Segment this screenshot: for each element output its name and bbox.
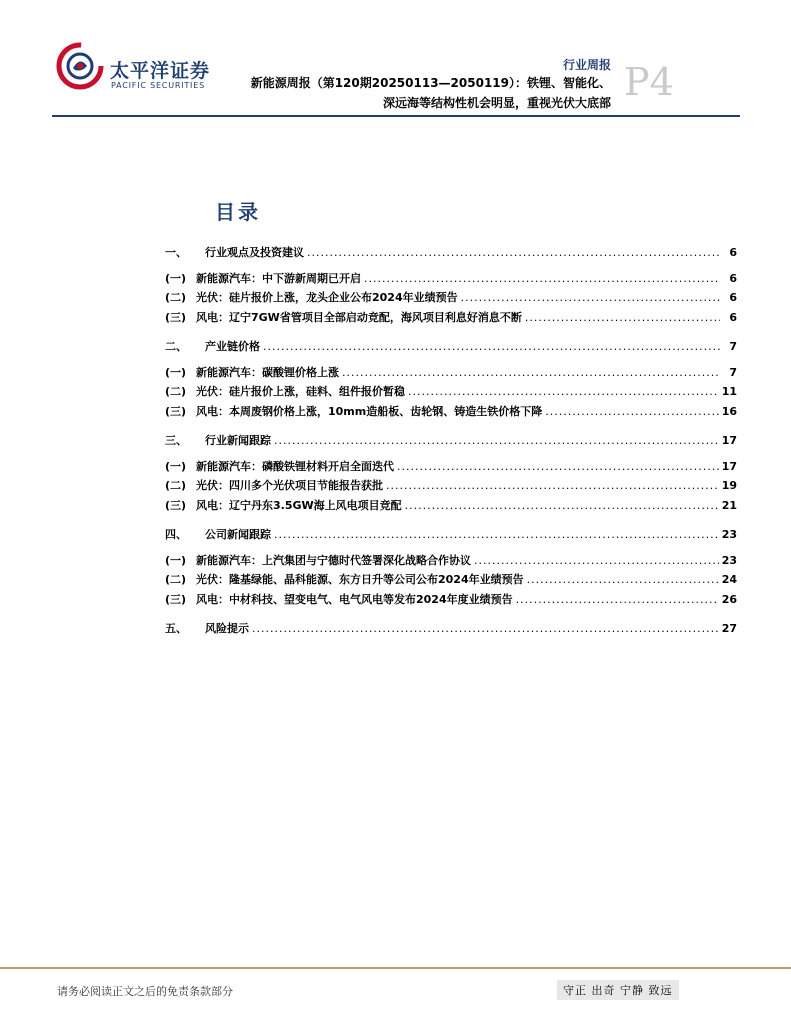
toc-leader-dots <box>405 499 719 512</box>
toc-subsection-label: 光伏：硅片报价上涨，硅料、组件报价暂稳 <box>196 385 405 398</box>
toc-section-label: 产业链价格 <box>205 340 260 353</box>
toc-page-number: 19 <box>721 479 737 492</box>
toc-subsection-entry[interactable] <box>165 364 737 384</box>
toc-leader-dots <box>397 460 719 473</box>
toc-section-number: 一、 <box>165 246 187 259</box>
toc-section-label: 公司新闻跟踪 <box>205 528 271 541</box>
toc-section-number: 三、 <box>165 434 187 447</box>
header-divider <box>52 115 740 117</box>
toc-section-number: 四、 <box>165 528 187 541</box>
toc-page-number: 27 <box>721 622 737 635</box>
toc-subsection-number: (三) <box>165 592 187 606</box>
toc-subsection-label: 新能源汽车：碳酸锂价格上涨 <box>196 365 339 379</box>
toc-leader-dots <box>545 405 718 418</box>
logo-english-name: PACIFIC SECURITIES <box>111 81 205 90</box>
toc-subsection-entry[interactable] <box>165 591 737 611</box>
toc-subsection-entry[interactable] <box>165 403 737 423</box>
toc-gap <box>165 516 737 522</box>
toc-page-number: 6 <box>729 246 737 259</box>
toc-section-entry[interactable] <box>165 620 737 640</box>
toc-page-number: 23 <box>721 528 737 541</box>
toc-page-number: 7 <box>729 365 737 379</box>
toc-leader-dots <box>364 272 720 285</box>
toc-subsection-number: (三) <box>165 404 187 418</box>
toc-subsection-entry[interactable] <box>165 458 737 478</box>
toc-gap <box>165 610 737 616</box>
toc-leader-dots <box>461 291 720 304</box>
toc-page-number: 23 <box>721 553 737 567</box>
toc-page-number: 17 <box>721 434 737 447</box>
toc-page-number: 6 <box>729 271 737 285</box>
toc-leader-dots <box>516 593 719 606</box>
toc-subsection-entry[interactable] <box>165 309 737 329</box>
toc-leader-dots <box>263 340 720 353</box>
toc-page-number: 24 <box>721 573 737 586</box>
toc-title: 目录 <box>215 200 261 224</box>
toc-leader-dots <box>252 622 719 635</box>
toc-section-number: 五、 <box>165 622 187 635</box>
toc-gap <box>165 328 737 334</box>
toc-section-entry[interactable] <box>165 244 737 264</box>
toc-section-label: 行业观点及投资建议 <box>205 246 304 259</box>
page-number: P4 <box>624 60 674 104</box>
toc-subsection-number: (一) <box>165 553 187 567</box>
pacific-securities-logo-icon <box>56 42 104 90</box>
toc-subsection-number: (一) <box>165 271 187 285</box>
footer-divider <box>0 967 791 969</box>
toc-section-label: 风险提示 <box>205 622 249 635</box>
toc-page-number: 6 <box>729 310 737 324</box>
toc-subsection-number: (一) <box>165 459 187 473</box>
toc-page-number: 16 <box>721 404 737 418</box>
toc-list <box>165 240 737 646</box>
toc-subsection-label: 新能源汽车：磷酸铁锂材料开启全面迭代 <box>196 459 394 473</box>
toc-leader-dots <box>342 366 720 379</box>
report-title-line1: 新能源周报（第120期20250113—2050119）：铁锂、智能化、 <box>250 76 611 90</box>
toc-section-label: 行业新闻跟踪 <box>205 434 271 447</box>
toc-page-number: 21 <box>721 498 737 512</box>
toc-subsection-label: 风电：本周废钢价格上涨，10mm造船板、齿轮钢、铸造生铁价格下降 <box>196 404 543 418</box>
toc-subsection-number: (三) <box>165 310 187 324</box>
toc-subsection-number: (二) <box>165 573 187 586</box>
toc-subsection-number: (二) <box>165 385 187 398</box>
toc-subsection-entry[interactable] <box>165 383 737 403</box>
logo-chinese-name: 太平洋证券 <box>110 60 211 82</box>
toc-section-entry[interactable] <box>165 432 737 452</box>
toc-subsection-label: 新能源汽车：上汽集团与宁德时代签署深化战略合作协议 <box>196 553 471 567</box>
toc-page-number: 26 <box>721 592 737 606</box>
toc-subsection-entry[interactable] <box>165 477 737 497</box>
toc-section-entry[interactable] <box>165 338 737 358</box>
toc-subsection-label: 光伏：四川多个光伏项目节能报告获批 <box>196 479 383 492</box>
toc-leader-dots <box>474 554 719 567</box>
toc-subsection-number: (二) <box>165 291 187 304</box>
toc-subsection-entry[interactable] <box>165 270 737 290</box>
report-title-line2: 深远海等结构性机会明显，重视光伏大底部 <box>382 96 611 110</box>
toc-leader-dots <box>525 311 720 324</box>
toc-subsection-entry[interactable] <box>165 571 737 591</box>
toc-subsection-label: 风电：辽宁7GW省管项目全部启动竞配，海风项目利息好消息不断 <box>196 310 522 324</box>
toc-subsection-number: (二) <box>165 479 187 492</box>
toc-page-number: 17 <box>721 459 737 473</box>
toc-gap <box>165 640 737 646</box>
toc-page-number: 11 <box>721 385 737 398</box>
toc-subsection-label: 风电：中材科技、望变电气、电气风电等发布2024年度业绩预告 <box>196 592 513 606</box>
toc-subsection-number: (一) <box>165 365 187 379</box>
toc-section-entry[interactable] <box>165 526 737 546</box>
toc-gap <box>165 422 737 428</box>
toc-subsection-label: 光伏：硅片报价上涨，龙头企业公布2024年业绩预告 <box>196 291 458 304</box>
toc-leader-dots <box>408 385 719 398</box>
report-type: 行业周报 <box>562 58 611 72</box>
toc-leader-dots <box>307 246 720 259</box>
toc-leader-dots <box>274 528 719 541</box>
toc-leader-dots <box>274 434 719 447</box>
toc-subsection-label: 新能源汽车：中下游新周期已开启 <box>196 271 361 285</box>
toc-subsection-label: 光伏：隆基绿能、晶科能源、东方日升等公司公布2024年业绩预告 <box>196 573 524 586</box>
toc-section-number: 二、 <box>165 340 187 353</box>
toc-leader-dots <box>527 573 719 586</box>
toc-page-number: 7 <box>729 340 737 353</box>
toc-subsection-label: 风电：辽宁丹东3.5GW海上风电项目竞配 <box>196 498 402 512</box>
toc-subsection-entry[interactable] <box>165 289 737 309</box>
toc-page-number: 6 <box>729 291 737 304</box>
toc-subsection-entry[interactable] <box>165 497 737 517</box>
toc-subsection-entry[interactable] <box>165 552 737 572</box>
footer-disclaimer: 请务必阅读正文之后的免责条款部分 <box>57 985 233 998</box>
toc-subsection-number: (三) <box>165 498 187 512</box>
footer-slogan: 守正 出奇 宁静 致远 <box>557 980 679 1000</box>
toc-leader-dots <box>386 479 719 492</box>
